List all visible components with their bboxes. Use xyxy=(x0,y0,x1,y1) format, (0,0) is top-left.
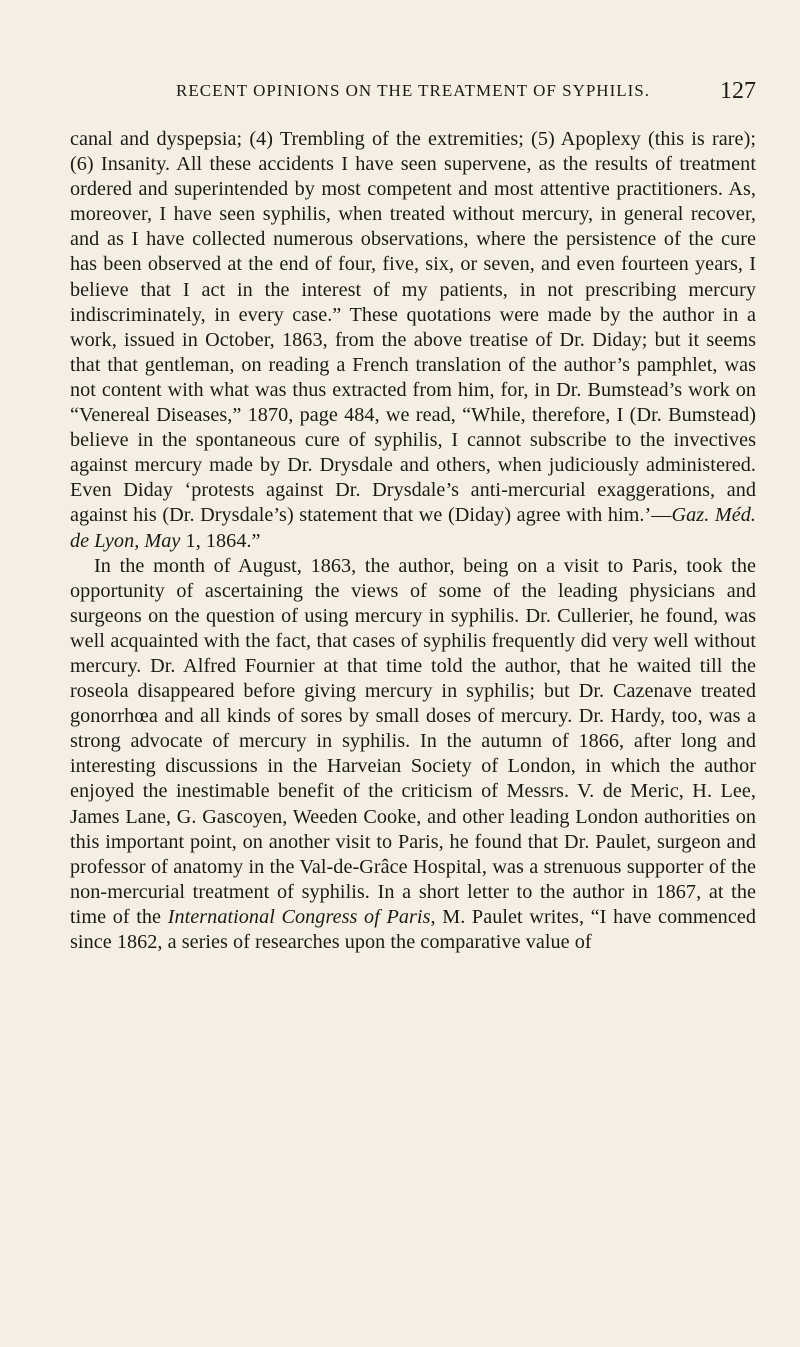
paragraph-2 xyxy=(70,554,756,956)
paragraph-1-tail: 1, 1864.” xyxy=(180,529,261,552)
running-title: RECENT OPINIONS ON THE TREATMENT OF SYPHILIS. xyxy=(176,81,650,100)
paragraph-1 xyxy=(70,127,756,554)
congress-title: International Congress of Paris xyxy=(167,905,431,928)
paragraph-1-text: canal and dyspepsia; (4) Trembling of the extremities; (5) Apoplexy (this is rare); (6) Insanity. All these accidents I have seen supervene, as the results of treatment ordered and superintended by most competent and most attentive practitioners. As, moreover, I have seen syphilis, when treated without mercury, in general recover, and as I have collected numerous observations, where the persistence of the cure has been observed at the end of four, five, six, or seven, and even fourteen years, I believe that I act in the interest of my patients, in not prescribing mercury indiscriminately, in every case.” These quotations were made by the author in a work, issued in October, 1863, from the above treatise of Dr. Diday; but it seems that that gentleman, on reading a French translation of the author’s pamphlet, was not content with what was thus extracted from him, for, in Dr. Bumstead’s work on “Venereal Diseases,” 1870, page 484, we read, “While, therefore, I (Dr. Bumstead) believe in the spontaneous cure of syphilis, I cannot subscribe to the invectives against mercury made by Dr. Drysdale and others, when judiciously administered. Even Diday ‘protests against Dr. Drysdale’s anti-mercurial exaggerations, and against his (Dr. Drysdale’s) statement that we (Diday) agree with him.’— xyxy=(70,128,756,527)
page-number: 127 xyxy=(720,78,756,104)
paragraph-2-text: In the month of August, 1863, the author, being on a visit to Paris, took the opportunity of ascertaining the views of some of the leading physicians and surgeons on the question of using mercury in syphilis. Dr. Cullerier, he found, was well acquainted with the fact, that cases of syphilis frequently did very well without mercury. Dr. Alfred Fournier at that time told the author, that he waited till the roseola disappeared before giving mercury in syphilis; but Dr. Cazenave treated gonorrhœa and all kinds of sores by small doses of mercury. Dr. Hardy, too, was a strong advocate of mercury in syphilis. In the autumn of 1866, after long and interesting discussions in the Harveian Society of London, in which the author enjoyed the inestimable benefit of the criticism of Messrs. V. de Meric, H. Lee, James Lane, G. Gascoyen, Weeden Cooke, and other leading London authorities on this important point, on another visit to Paris, he found that Dr. Paulet, surgeon and professor of anatomy in the Val-de-Grâce Hospital, was a strenuous supporter of the non-mercurial treatment of syphilis. In a short letter to the author in 1867, at the time of the xyxy=(70,554,756,928)
running-head xyxy=(70,76,756,106)
body-text xyxy=(70,127,756,955)
journal-citation: Gaz. Méd. de Lyon, May xyxy=(70,504,756,552)
paragraph-2-tail: , M. Paulet writes, “I have commenced since 1862, a series of researches upon the comparative value of xyxy=(70,905,756,953)
